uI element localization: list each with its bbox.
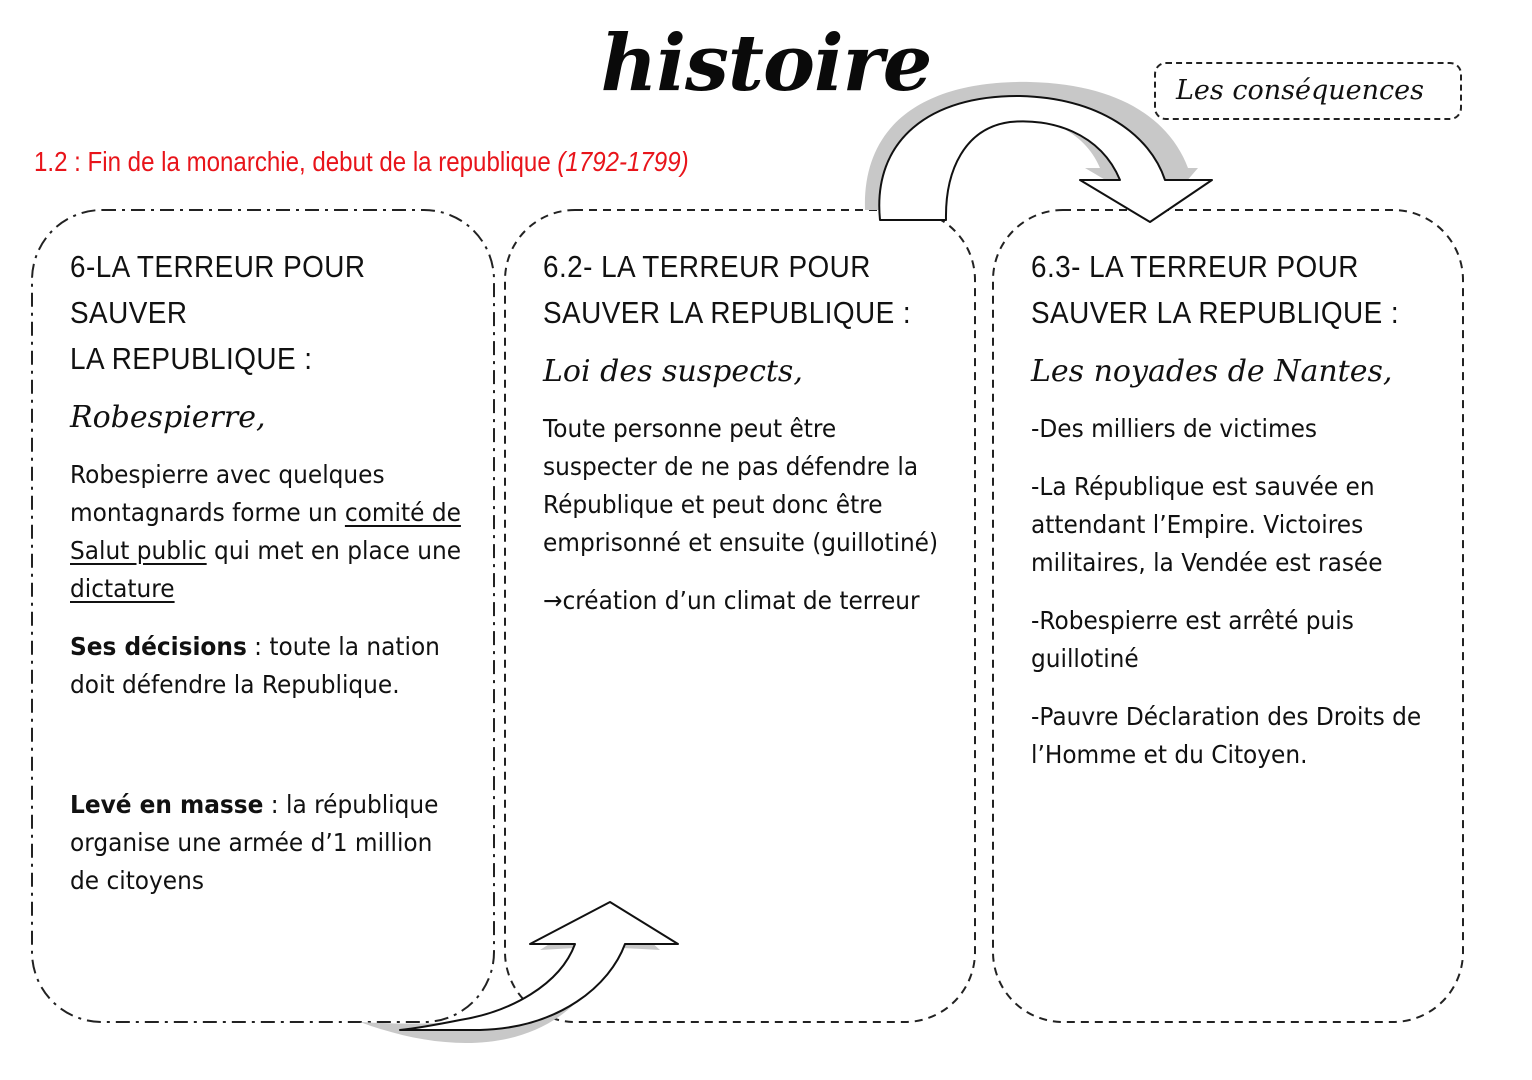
card-subtitle: Loi des suspects, bbox=[543, 354, 803, 389]
card-robespierre bbox=[32, 210, 494, 1022]
card-paragraph: -La République est sauvée en attendant l’Empire. Victoires militaires, la Vendée est rasée bbox=[1031, 472, 1383, 577]
paragraph-text: qui met en place une bbox=[206, 536, 462, 565]
paragraph-text: : toute la nation doit défendre la Republique. bbox=[70, 632, 440, 699]
card-paragraph: Toute personne peut être suspecter de ne pas défendre la République et peut donc être emprisonné et ensuite (guillotiné) bbox=[543, 414, 939, 557]
card-subtitle: Les noyades de Nantes, bbox=[1031, 354, 1393, 389]
card-heading-line: 6-LA TERREUR POUR SAUVER bbox=[70, 249, 366, 330]
card-paragraph: →création d’un climat de terreur bbox=[543, 586, 920, 615]
card-heading-line: LA REPUBLIQUE : bbox=[70, 341, 313, 376]
underlined-term: dictature bbox=[70, 574, 175, 603]
card-paragraph bbox=[70, 456, 462, 608]
underlined-term: comité de Salut public bbox=[70, 498, 461, 565]
card-paragraph bbox=[70, 628, 462, 704]
chapter-title bbox=[34, 146, 689, 178]
paragraph-text: Robespierre avec quelques montagnards forme un bbox=[70, 460, 385, 527]
card-paragraph: -Des milliers de victimes bbox=[1031, 414, 1318, 443]
chapter-label: 1.2 : Fin de la monarchie, debut de la republique bbox=[34, 146, 551, 177]
card-noyades-de-nantes bbox=[993, 210, 1463, 1022]
card-heading-line: 6.3- LA TERREUR POUR bbox=[1031, 249, 1359, 284]
card-paragraph bbox=[70, 786, 462, 900]
card-heading-line: 6.2- LA TERREUR POUR bbox=[543, 249, 871, 284]
consequences-tag: Les conséquences bbox=[1154, 62, 1462, 120]
card-heading bbox=[70, 244, 463, 382]
card-heading-line: SAUVER LA REPUBLIQUE : bbox=[1031, 295, 1400, 330]
card-heading bbox=[543, 244, 944, 336]
paragraph-text: : la république organise une armée d’1 million de citoyens bbox=[70, 790, 439, 895]
card-heading-line: SAUVER LA REPUBLIQUE : bbox=[543, 295, 912, 330]
chapter-years: (1792-1799) bbox=[557, 146, 689, 177]
page-title: histoire bbox=[600, 18, 932, 109]
card-paragraph: -Robespierre est arrêté puis guillotiné bbox=[1031, 606, 1354, 673]
card-paragraph: -Pauvre Déclaration des Droits de l’Homme et du Citoyen. bbox=[1031, 702, 1422, 769]
card-subtitle: Robespierre, bbox=[70, 400, 266, 435]
bold-term: Levé en masse bbox=[70, 790, 264, 819]
card-loi-des-suspects bbox=[505, 210, 975, 1022]
card-heading bbox=[1031, 244, 1432, 336]
bold-term: Ses décisions bbox=[70, 632, 247, 661]
